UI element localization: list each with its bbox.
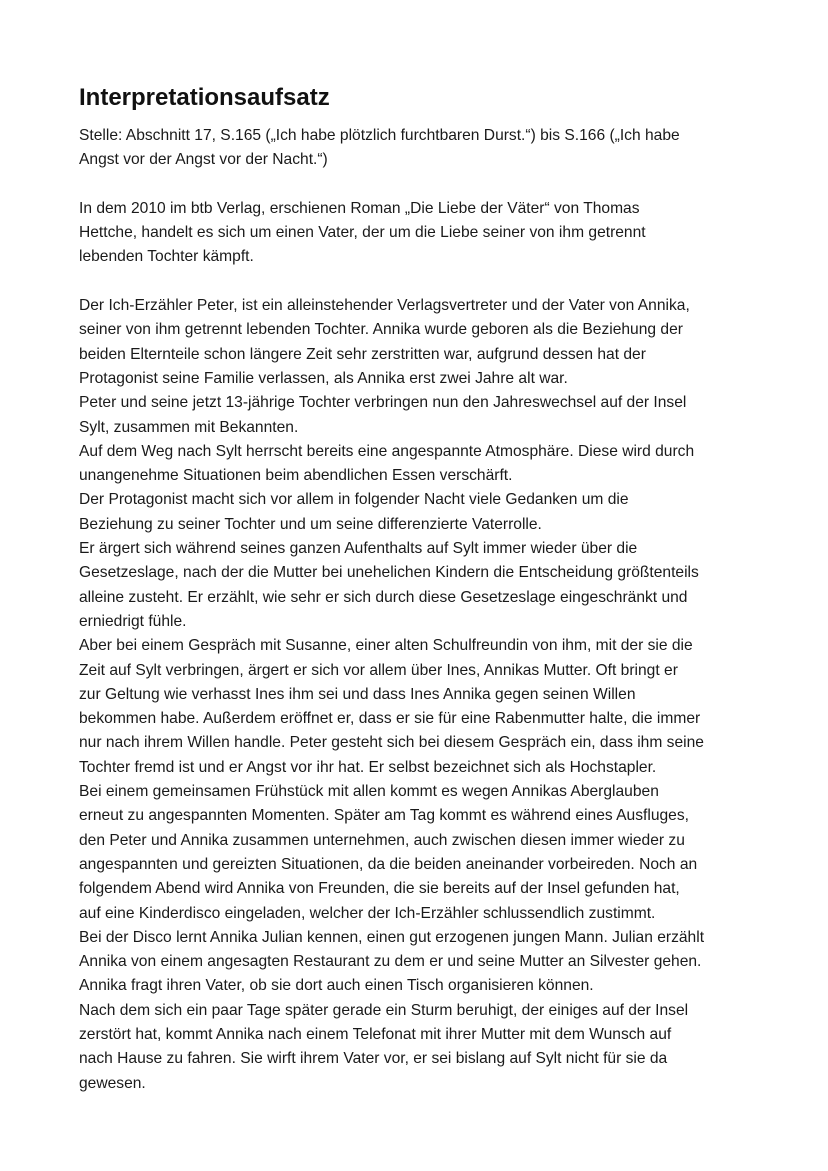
text-line: unangenehme Situationen beim abendlichen Essen verschärft.	[79, 467, 513, 485]
text-line: Beziehung zu seiner Tochter und um seine differenzierte Vaterrolle.	[79, 515, 542, 533]
text-line: zerstört hat, kommt Annika nach einem Telefonat mit ihrer Mutter mit dem Wunsch auf	[79, 1025, 672, 1043]
text-line: Protagonist seine Familie verlassen, als Annika erst zwei Jahre alt war.	[79, 369, 568, 387]
text-line: Gesetzeslage, nach der die Mutter bei unehelichen Kindern die Entscheidung größtenteils	[79, 564, 699, 582]
text-line: auf eine Kinderdisco eingeladen, welcher der Ich-Erzähler schlussendlich zustimmt.	[79, 904, 656, 922]
text-line: Peter und seine jetzt 13-jährige Tochter verbringen nun den Jahreswechsel auf der Insel	[79, 394, 687, 412]
text-line: Bei der Disco lernt Annika Julian kennen, einen gut erzogenen jungen Mann. Julian erzählt	[79, 928, 705, 946]
text-line: bekommen habe. Außerdem eröffnet er, dass er sie für eine Rabenmutter halte, die immer	[79, 710, 701, 728]
text-line: seiner von ihm getrennt lebenden Tochter. Annika wurde geboren als die Beziehung der	[79, 321, 683, 339]
text-line: nur nach ihrem Willen handle. Peter gesteht sich bei diesem Gespräch ein, dass ihm seine	[79, 734, 704, 752]
text-line: gewesen.	[79, 1074, 146, 1092]
text-line: Sylt, zusammen mit Bekannten.	[79, 418, 299, 436]
text-line: Angst vor der Angst vor der Nacht.“)	[79, 151, 328, 169]
text-line: Tochter fremd ist und er Angst vor ihr hat. Er selbst bezeichnet sich als Hochstapler.	[79, 758, 657, 776]
text-line: Zeit auf Sylt verbringen, ärgert er sich vor allem über Ines, Annikas Mutter. Oft bringt er	[79, 661, 678, 679]
text-line: alleine zusteht. Er erzählt, wie sehr er sich durch diese Gesetzeslage eingeschränkt und	[79, 588, 688, 606]
text-line: Der Protagonist macht sich vor allem in folgender Nacht viele Gedanken um die	[79, 491, 629, 509]
text-line: lebenden Tochter kämpft.	[79, 248, 254, 266]
text-line: erneut zu angespannten Momenten. Später am Tag kommt es während eines Ausfluges,	[79, 807, 689, 825]
text-line: beiden Elternteile schon längere Zeit sehr zerstritten war, aufgrund dessen hat der	[79, 345, 646, 363]
text-line: angespannten und gereizten Situationen, da die beiden aneinander vorbeireden. Noch an	[79, 855, 698, 873]
text-line: zur Geltung wie verhasst Ines ihm sei und dass Ines Annika gegen seinen Willen	[79, 685, 636, 703]
text-line: Nach dem sich ein paar Tage später gerade ein Sturm beruhigt, der einiges auf der Insel	[79, 1001, 689, 1019]
text-line: Auf dem Weg nach Sylt herrscht bereits eine angespannte Atmosphäre. Diese wird durch	[79, 442, 695, 460]
paragraph-gap	[79, 270, 769, 294]
text-line: Stelle: Abschnitt 17, S.165 („Ich habe plötzlich furchtbaren Durst.“) bis S.166 („Ich habe	[79, 127, 680, 144]
body-paragraph	[79, 294, 769, 1096]
text-line: folgendem Abend wird Annika von Freunden, die sie bereits auf der Insel gefunden hat,	[79, 880, 680, 898]
text-line: den Peter und Annika zusammen unternehmen, auch zwischen diesen immer wieder zu	[79, 831, 685, 849]
paragraph-gap	[79, 173, 769, 197]
text-line: Annika von einem angesagten Restaurant zu dem er und seine Mutter an Silvester gehen.	[79, 953, 702, 971]
text-line: Hettche, handelt es sich um einen Vater, der um die Liebe seiner von ihm getrennt	[79, 224, 646, 242]
text-line: Der Ich-Erzähler Peter, ist ein alleinstehender Verlagsvertreter und der Vater von Annika,	[79, 297, 690, 315]
text-line: nach Hause zu fahren. Sie wirft ihrem Vater vor, er sei bislang auf Sylt nicht für sie da	[79, 1050, 668, 1068]
stelle-paragraph	[79, 124, 769, 173]
text-line: Er ärgert sich während seines ganzen Aufenthalts auf Sylt immer wieder über die	[79, 540, 638, 558]
text-line: In dem 2010 im btb Verlag, erschienen Roman „Die Liebe der Väter“ von Thomas	[79, 199, 640, 217]
text-line: Aber bei einem Gespräch mit Susanne, einer alten Schulfreundin von ihm, mit der sie die	[79, 637, 693, 655]
document-title: Interpretationsaufsatz	[79, 84, 330, 111]
text-line: erniedrigt fühle.	[79, 612, 187, 630]
text-line: Annika fragt ihren Vater, ob sie dort auch einen Tisch organisieren können.	[79, 977, 594, 995]
intro-paragraph	[79, 197, 769, 270]
document-content	[79, 82, 769, 1096]
text-line: Bei einem gemeinsamen Frühstück mit allen kommt es wegen Annikas Aberglauben	[79, 783, 659, 801]
